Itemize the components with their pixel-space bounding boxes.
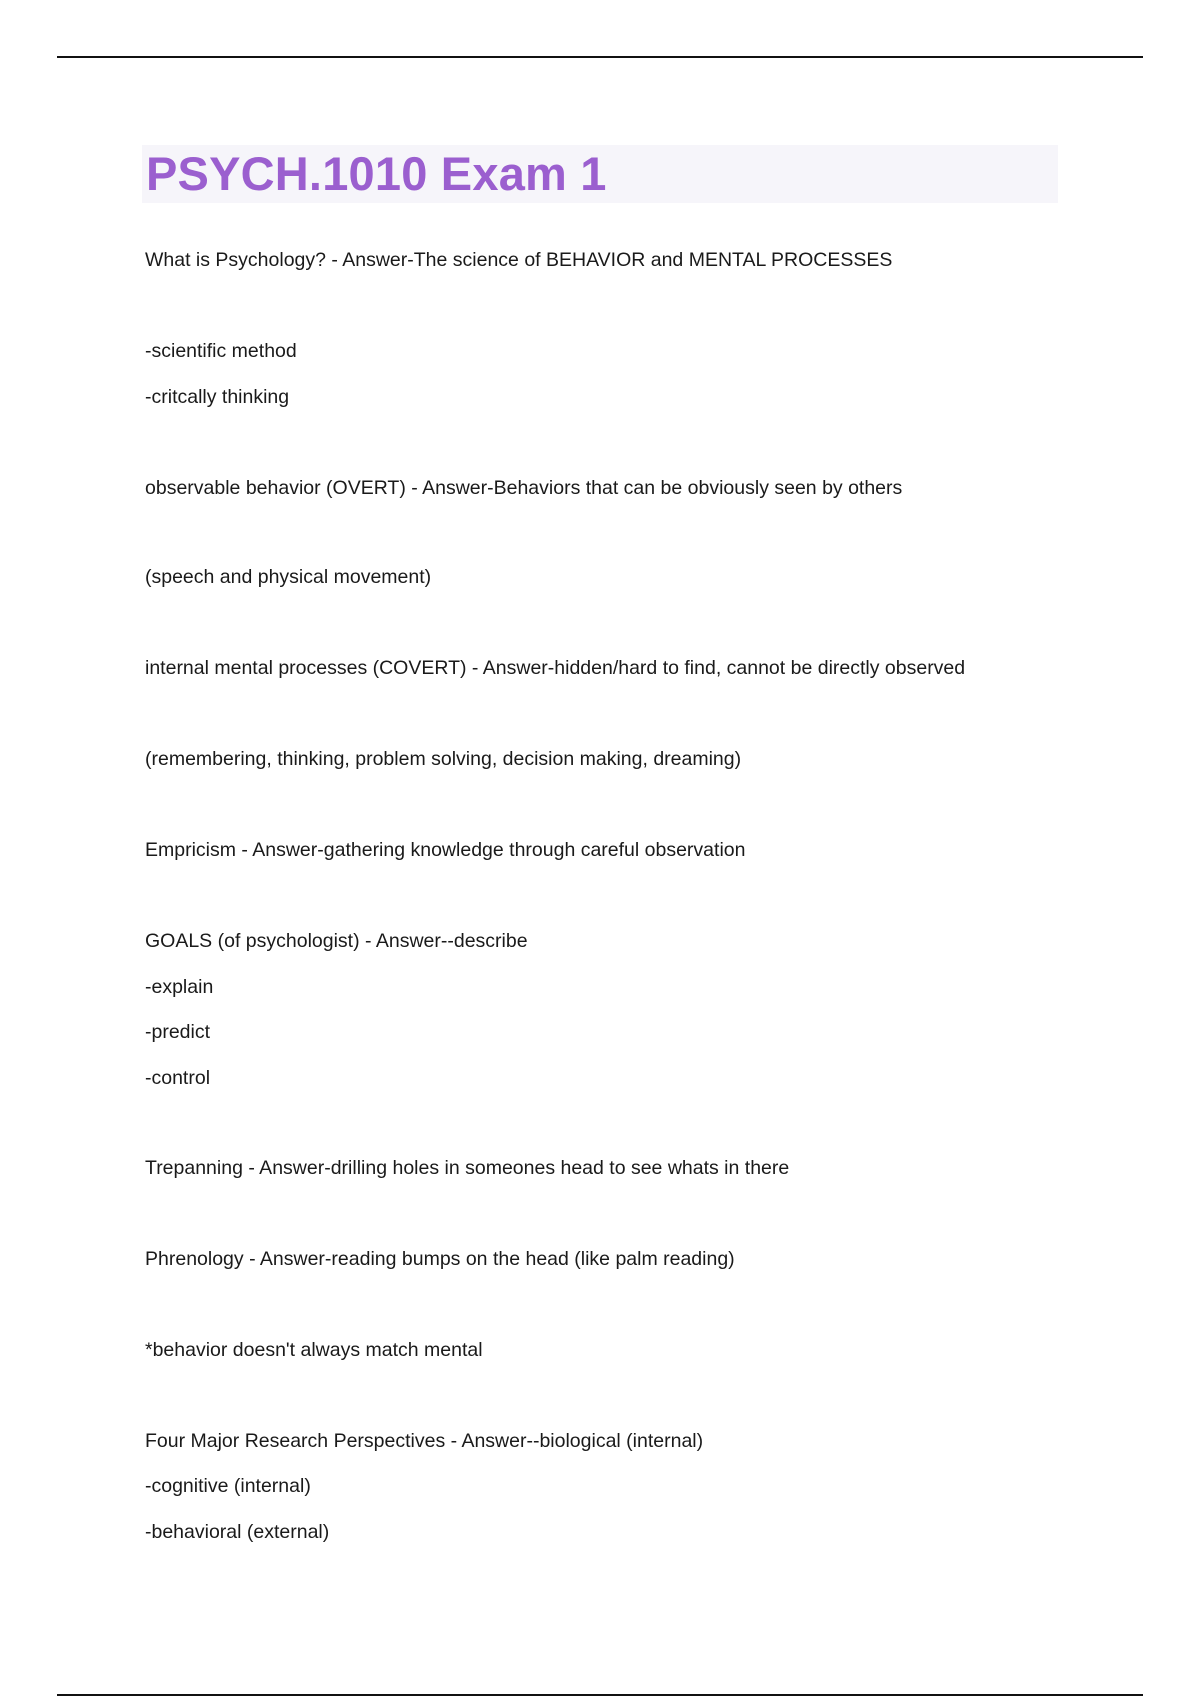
text-line: -critcally thinking xyxy=(145,386,290,408)
text-line: GOALS (of psychologist) - Answer--describe xyxy=(145,930,528,952)
text-line: (speech and physical movement) xyxy=(145,566,432,588)
text-line: -behavioral (external) xyxy=(145,1521,330,1543)
text-line: Empricism - Answer-gathering knowledge through careful observation xyxy=(145,839,746,861)
bottom-rule xyxy=(57,1694,1143,1696)
text-line: Four Major Research Perspectives - Answer--biological (internal) xyxy=(145,1430,704,1452)
page-title: PSYCH.1010 Exam 1 xyxy=(146,147,607,200)
text-line: -predict xyxy=(145,1021,211,1043)
text-line: (remembering, thinking, problem solving, decision making, dreaming) xyxy=(145,748,742,770)
text-line: observable behavior (OVERT) - Answer-Behaviors that can be obviously seen by others xyxy=(145,477,903,499)
text-line: -scientific method xyxy=(145,340,297,362)
text-line: What is Psychology? - Answer-The science of BEHAVIOR and MENTAL PROCESSES xyxy=(145,249,893,271)
text-line: -control xyxy=(145,1067,211,1089)
text-line: -explain xyxy=(145,976,214,998)
text-line: Phrenology - Answer-reading bumps on the head (like palm reading) xyxy=(145,1248,735,1270)
text-line: -cognitive (internal) xyxy=(145,1475,311,1497)
text-line: Trepanning - Answer-drilling holes in someones head to see whats in there xyxy=(145,1157,790,1179)
text-line: *behavior doesn't always match mental xyxy=(145,1339,483,1361)
text-line: internal mental processes (COVERT) - Answer-hidden/hard to find, cannot be directly observed xyxy=(145,657,966,679)
top-rule xyxy=(57,56,1143,58)
